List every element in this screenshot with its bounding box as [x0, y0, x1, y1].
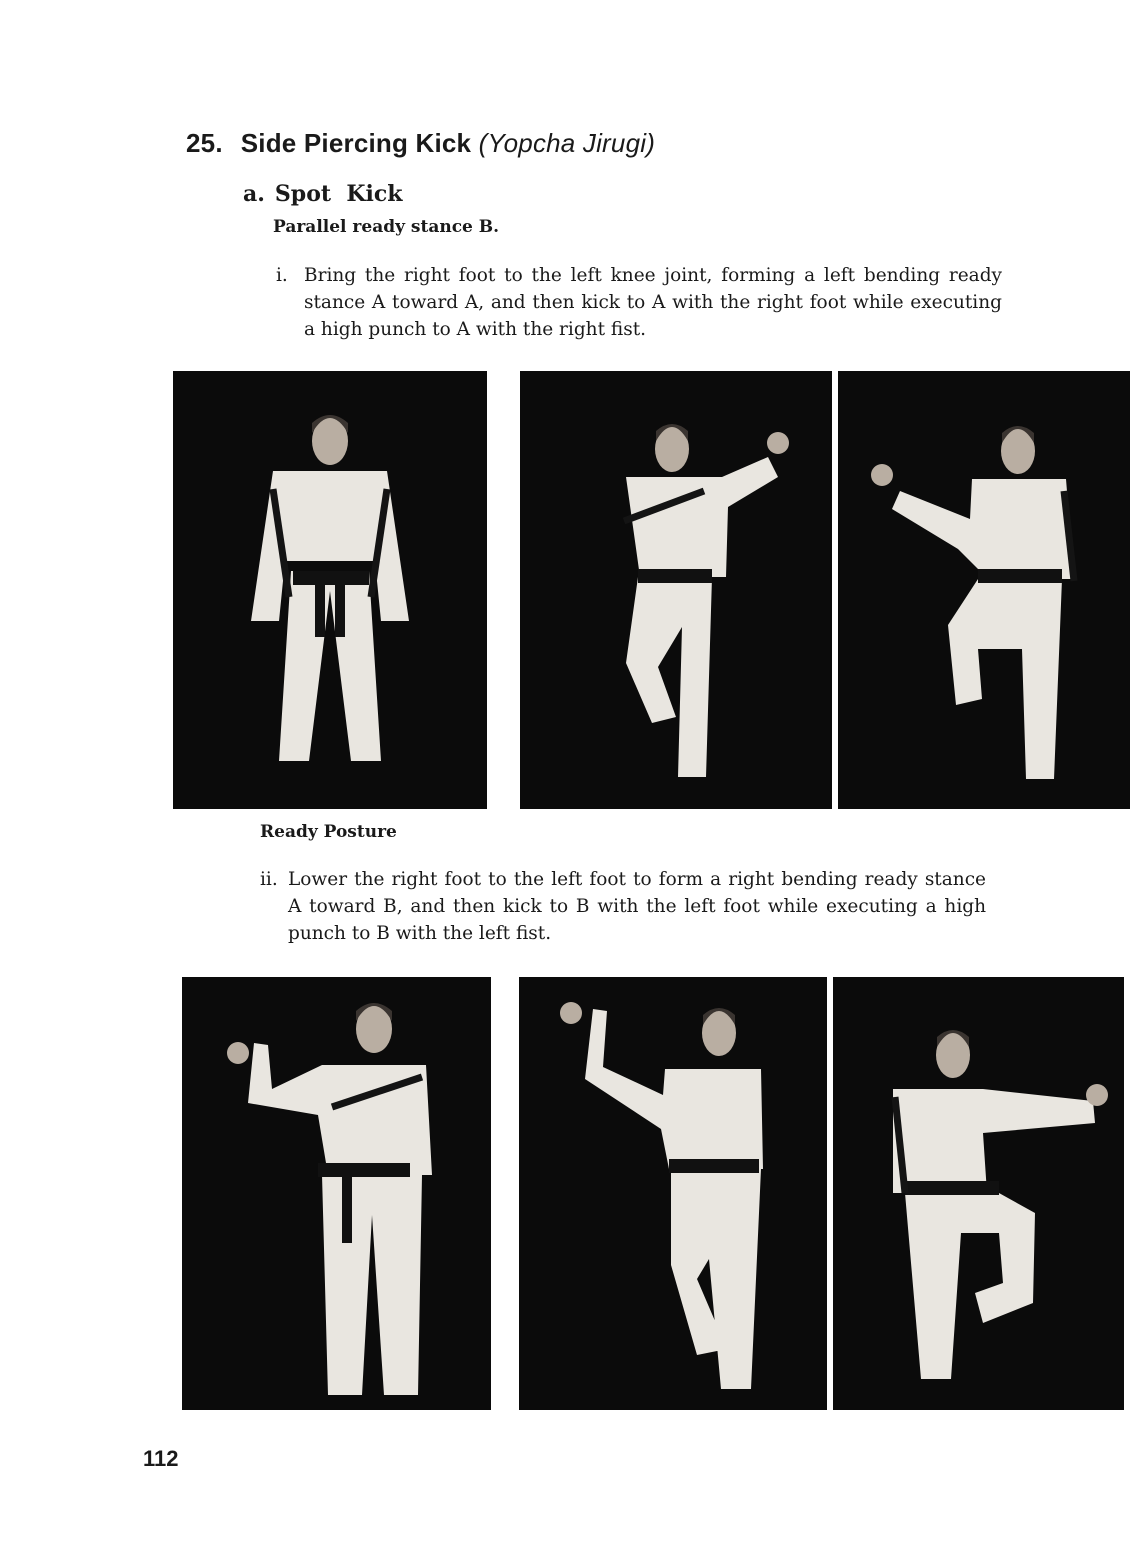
step-1-text: Bring the right foot to the left knee joint, forming a left bending ready stance A toward A, and then kick to A with the right foot while executing a high punch to A with the right fist. [304, 265, 1002, 340]
step-1 [276, 262, 1002, 343]
page-number: 112 [143, 1446, 179, 1471]
subsection-title: Spot Kick [274, 181, 403, 207]
subsection-letter: a. [243, 181, 265, 207]
stance-instruction: Parallel ready stance B. [273, 217, 500, 237]
step-2-text: Lower the right foot to the left foot to form a right bending ready stance A toward B, and then kick to B with the left foot while executing a high punch to B with the left fist. [288, 869, 986, 944]
heading-number: 25. [186, 128, 223, 158]
subsection-heading [243, 181, 402, 207]
section-heading [186, 128, 655, 159]
photo-ready-posture [173, 371, 487, 809]
photo-caption: Ready Posture [260, 822, 397, 842]
heading-subtitle: (Yopcha Jirugi) [478, 128, 656, 158]
photo-step-1-chamber [520, 371, 832, 809]
step-2-marker: ii. [260, 869, 278, 890]
step-2 [260, 866, 986, 947]
photo-step-1-kick [838, 371, 1130, 809]
photo-step-2-chamber [519, 977, 827, 1410]
heading-title: Side Piercing Kick [240, 128, 472, 158]
step-1-marker: i. [276, 265, 288, 286]
photo-step-2-kick [833, 977, 1124, 1410]
photo-step-2-ready [182, 977, 491, 1410]
